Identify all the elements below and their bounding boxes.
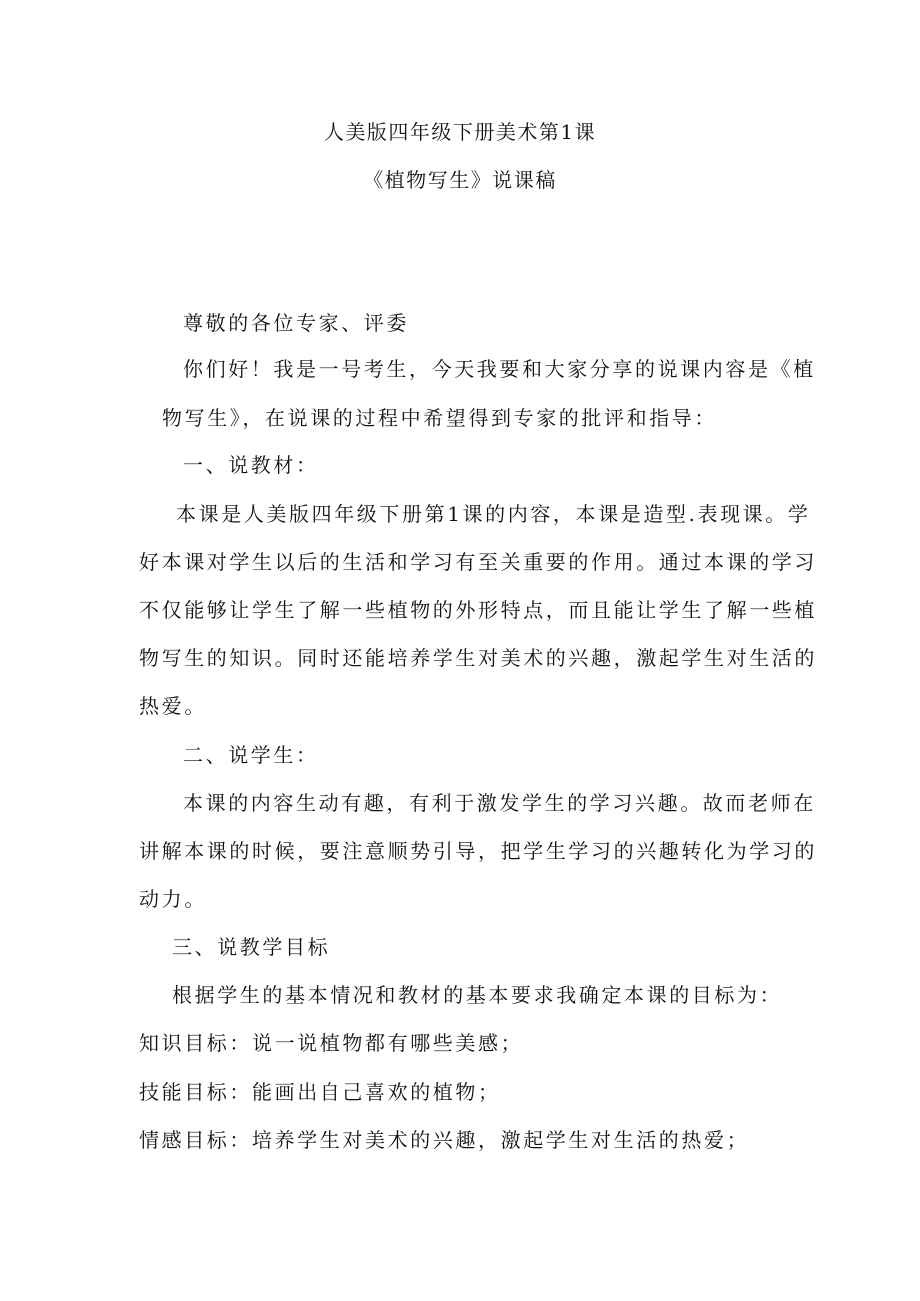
section-2-heading: 二、说学生： [183, 743, 319, 767]
section-1-line-2: 好本课对学生以后的生活和学习有至关重要的作用。通过本课的学习 [139, 550, 817, 574]
greeting: 尊敬的各位专家、评委 [183, 311, 409, 335]
section-1-line-5: 热爱。 [139, 694, 207, 718]
goal-skill: 技能目标：能画出自己喜欢的植物； [139, 1080, 501, 1104]
section-2-line-3: 动力。 [139, 887, 207, 911]
section-1-line-3: 不仅能够让学生了解一些植物的外形特点，而且能让学生了解一些植 [139, 598, 817, 622]
document-subtitle: 《植物写生》说课稿 [363, 168, 557, 192]
section-3-intro: 根据学生的基本情况和教材的基本要求我确定本课的目标为： [172, 983, 783, 1007]
section-1-line-1: 本课是人美版四年级下册第1课的内容，本课是造型.表现课。学 [176, 502, 811, 526]
section-1-line-4: 物写生的知识。同时还能培养学生对美术的兴趣，激起学生对生活的 [139, 646, 817, 670]
section-1-heading: 一、说教材： [183, 453, 319, 477]
goal-knowledge: 知识目标：说一说植物都有哪些美感； [139, 1031, 524, 1055]
section-2-line-1: 本课的内容生动有趣，有利于激发学生的学习兴趣。故而老师在 [183, 791, 816, 815]
section-2-line-2: 讲解本课的时候，要注意顺势引导，把学生学习的兴趣转化为学习的 [139, 839, 817, 863]
goal-emotion: 情感目标：培养学生对美术的兴趣，激起学生对生活的热爱； [139, 1128, 750, 1152]
intro-line-2: 物写生》，在说课的过程中希望得到专家的批评和指导： [162, 406, 717, 430]
section-3-heading: 三、说教学目标 [172, 935, 331, 959]
intro-line-1: 你们好！我是一号考生，今天我要和大家分享的说课内容是《植 [183, 357, 816, 381]
document-title: 人美版四年级下册美术第1课 [323, 120, 597, 144]
